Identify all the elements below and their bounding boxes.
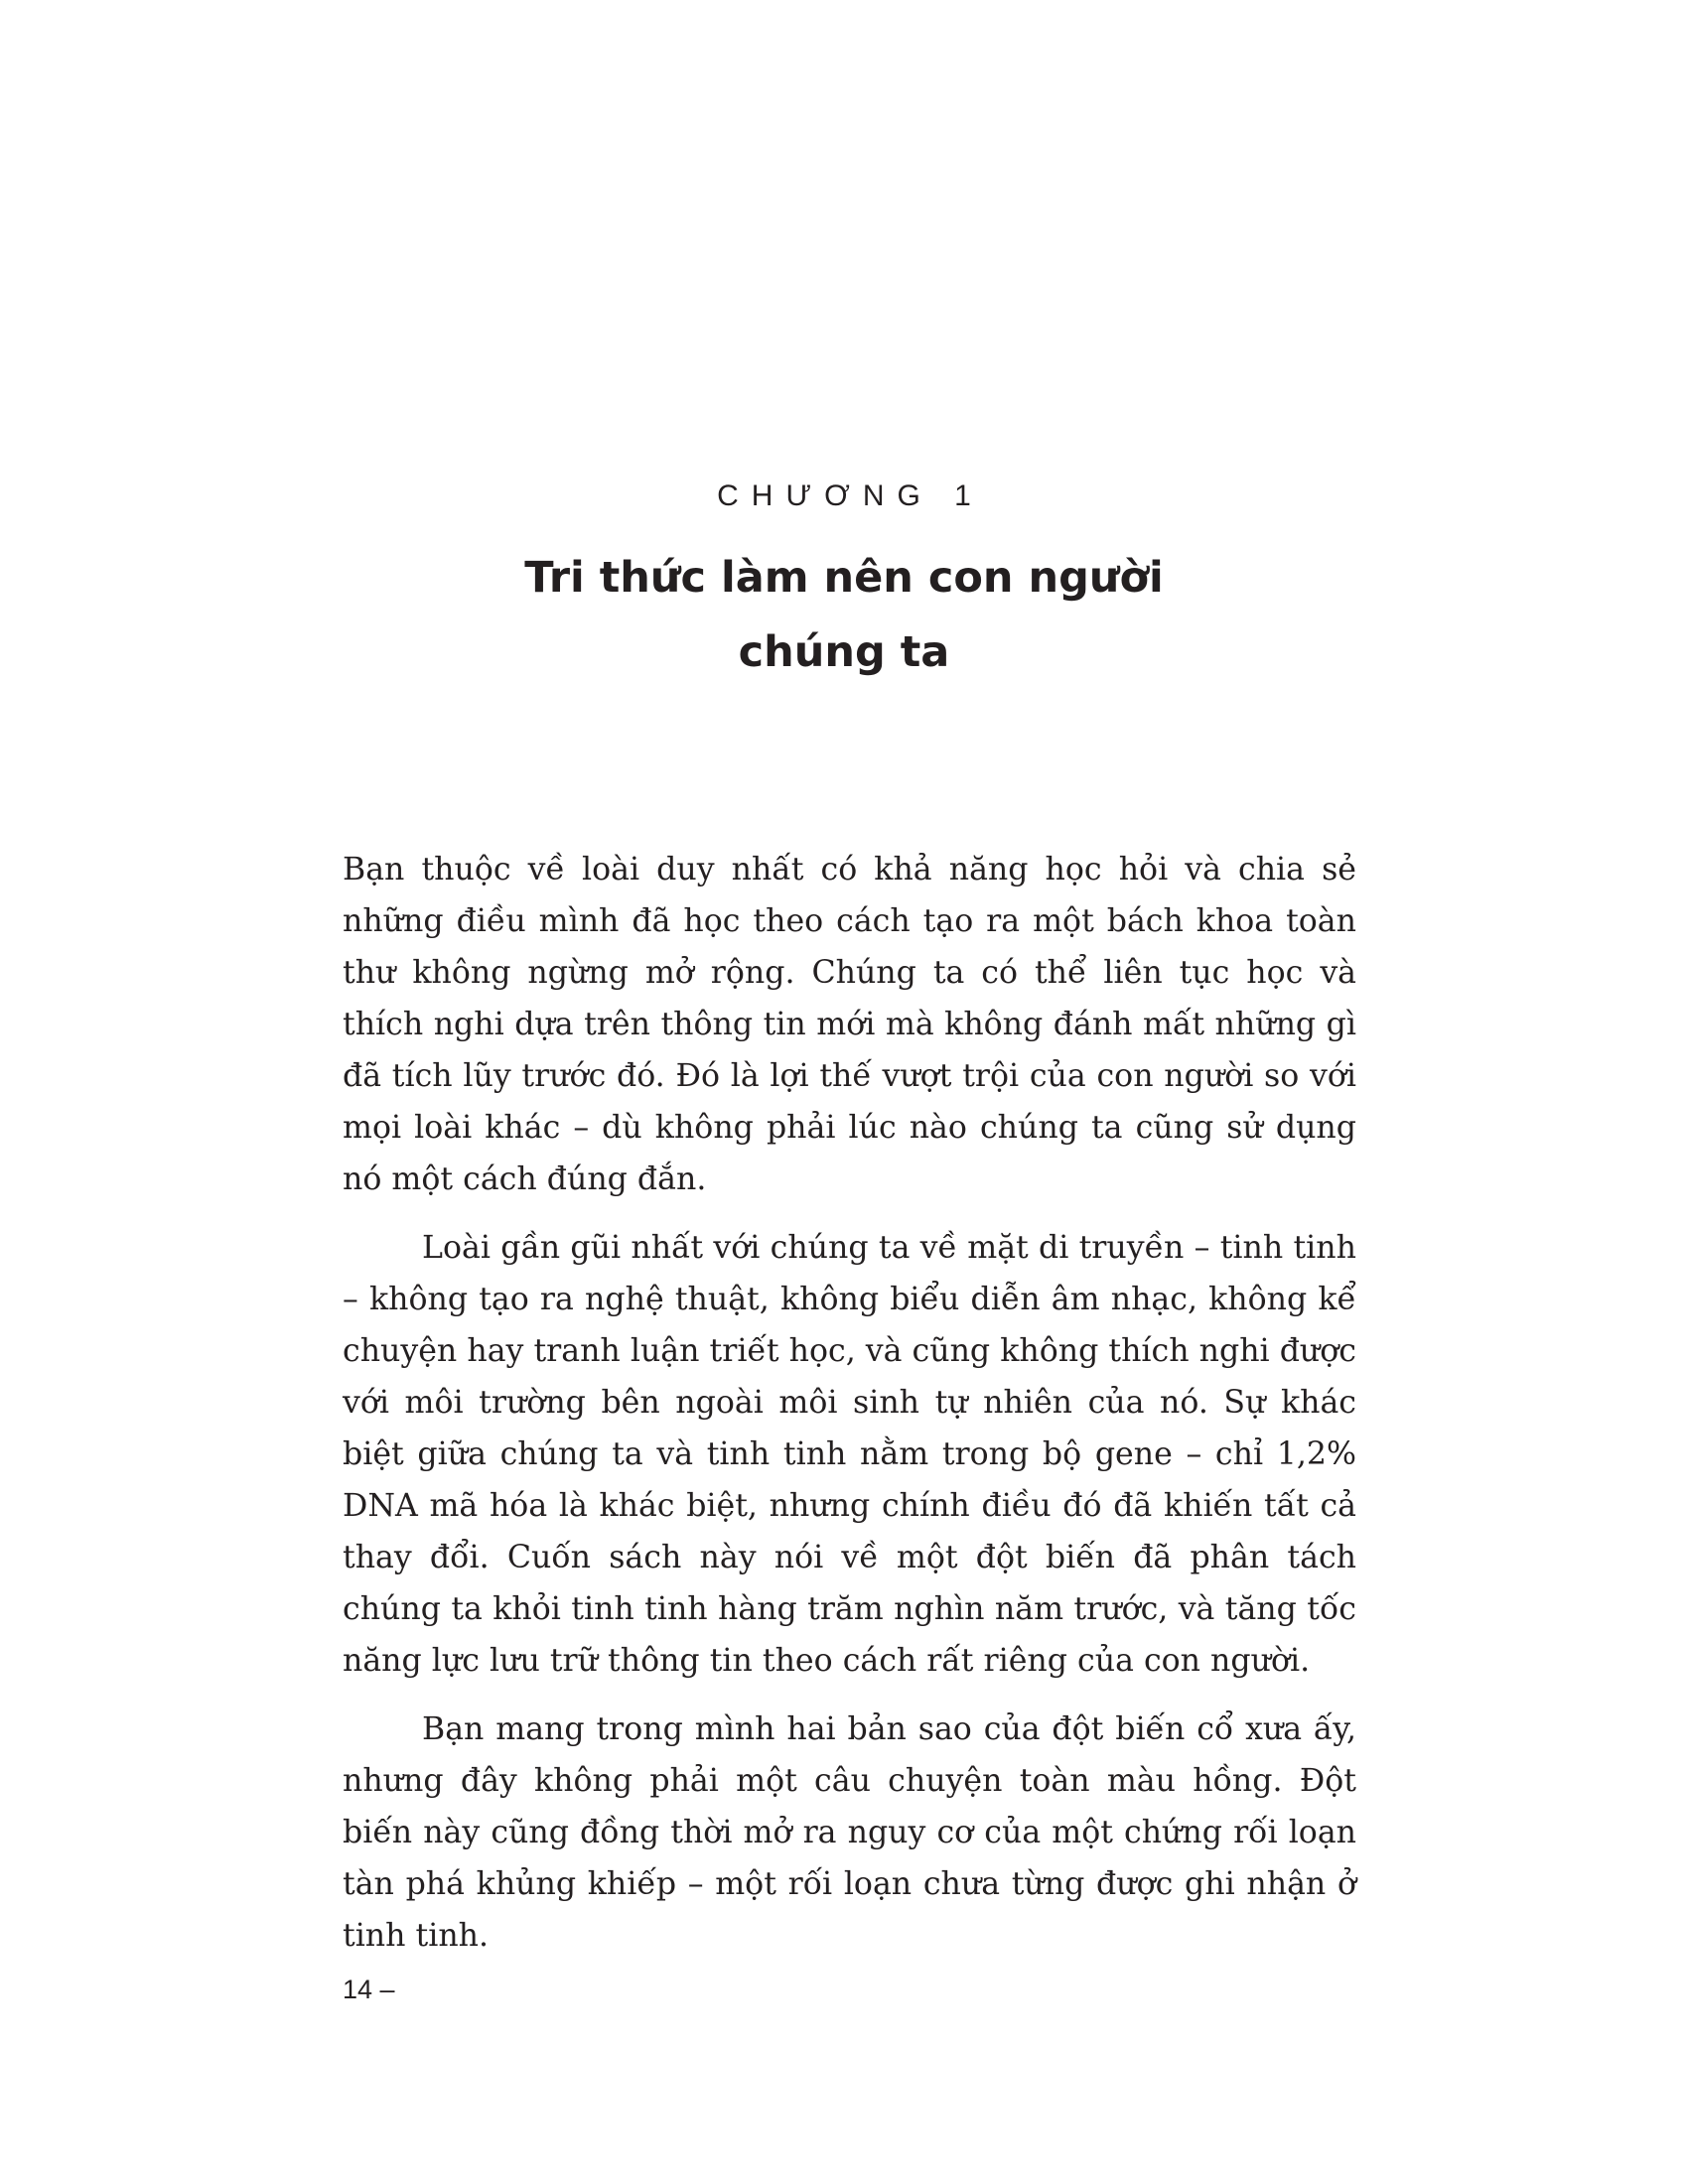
paragraph-1: Bạn thuộc về loài duy nhất có khả năng học hỏi và chia sẻ những điều mình đã học theo cách tạo ra một bách khoa toàn thư không ngừng mở rộng. Chúng ta có thể liên tục học và thích nghi dựa trên thông tin mới mà không đánh mất những gì đã tích lũy trước đó. Đó là lợi thế vượt trội của con người so với mọi loài khác – dù không phải lúc nào chúng ta cũng sử dụng nó một cách đúng đắn.: [343, 852, 1356, 1197]
chapter-title-line-1: Tri thức làm nên con người: [524, 553, 1164, 603]
chapter-title-line-2: chúng ta: [738, 627, 950, 677]
chapter-title: [0, 541, 1688, 690]
chapter-label: CHƯƠNG 1: [717, 479, 984, 512]
page-number: 14 –: [343, 1975, 395, 2004]
paragraph-2: Loài gần gũi nhất với chúng ta về mặt di truyền – tinh tinh – không tạo ra nghệ thuật, không biểu diễn âm nhạc, không kể chuyện hay tranh luận triết học, và cũng không thích nghi được với môi trường bên ngoài môi sinh tự nhiên của nó. Sự khác biệt giữa chúng ta và tinh tinh nằm trong bộ gene – chỉ 1,2% DNA mã hóa là khác biệt, nhưng chính điều đó đã khiến tất cả thay đổi. Cuốn sách này nói về một đột biến đã phân tách chúng ta khỏi tinh tinh hàng trăm nghìn năm trước, và tăng tốc năng lực lưu trữ thông tin theo cách rất riêng của con người.: [343, 1230, 1356, 1679]
body-text: [343, 844, 1356, 1979]
paragraph-3: Bạn mang trong mình hai bản sao của đột biến cổ xưa ấy, nhưng đây không phải một câu chuyện toàn màu hồng. Đột biến này cũng đồng thời mở ra nguy cơ của một chứng rối loạn tàn phá khủng khiếp – một rối loạn chưa từng được ghi nhận ở tinh tinh.: [343, 1711, 1356, 1954]
